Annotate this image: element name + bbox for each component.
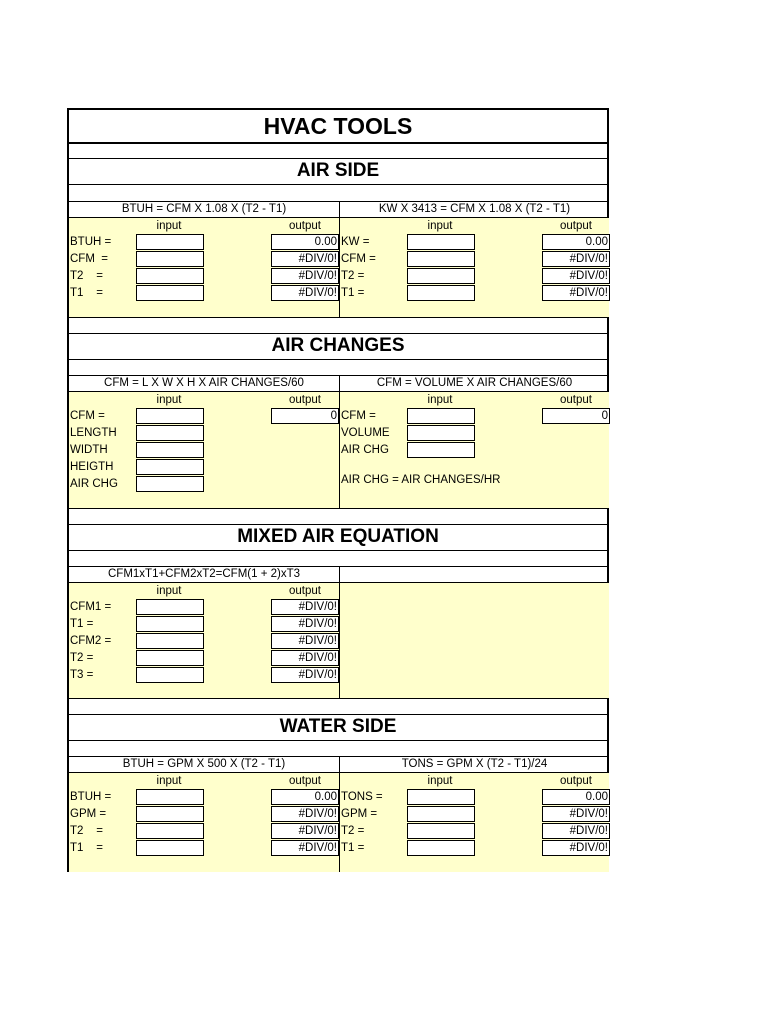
input-field[interactable] <box>136 650 204 666</box>
input-field[interactable] <box>136 840 204 856</box>
output-header: output <box>289 394 321 406</box>
input-field[interactable] <box>407 806 475 822</box>
input-field[interactable] <box>136 442 204 458</box>
output-value: #DIV/0! <box>271 633 339 649</box>
output-header: output <box>560 394 592 406</box>
row-label: T3 = <box>70 669 94 681</box>
row-label: VOLUME <box>341 427 390 439</box>
row-label: T1 = <box>70 618 94 630</box>
section-heading-water-side: WATER SIDE <box>279 716 397 737</box>
input-field[interactable] <box>136 633 204 649</box>
row-label: CFM2 = <box>70 635 112 647</box>
output-value: #DIV/0! <box>271 599 339 615</box>
output-value: 0.00 <box>542 234 610 250</box>
row-label: GPM = <box>70 808 107 820</box>
section-heading-mixed-air: MIXED AIR EQUATION <box>237 526 439 547</box>
output-value: #DIV/0! <box>271 268 339 284</box>
output-value: #DIV/0! <box>542 285 610 301</box>
input-field[interactable] <box>407 442 475 458</box>
divider <box>69 550 607 551</box>
divider <box>69 508 607 509</box>
row-label: KW = <box>341 236 370 248</box>
section-heading-air-side: AIR SIDE <box>296 160 380 181</box>
row-label: GPM = <box>341 808 378 820</box>
output-value: 0 <box>271 408 339 424</box>
input-field[interactable] <box>136 476 204 492</box>
air-side-right-equation: KW X 3413 = CFM X 1.08 X (T2 - T1) <box>378 203 571 215</box>
row-label: T2 = <box>70 270 103 282</box>
column-divider <box>339 756 340 872</box>
input-field[interactable] <box>407 789 475 805</box>
row-label: BTUH = <box>70 236 112 248</box>
row-label: AIR CHG <box>70 478 118 490</box>
row-label: CFM1 = <box>70 601 112 613</box>
output-value: 0.00 <box>271 234 339 250</box>
water-side-left-equation: BTUH = GPM X 500 X (T2 - T1) <box>122 758 286 770</box>
input-field[interactable] <box>136 234 204 250</box>
input-field[interactable] <box>407 234 475 250</box>
output-header: output <box>560 220 592 232</box>
row-label: T2 = <box>341 270 365 282</box>
input-field[interactable] <box>136 616 204 632</box>
input-field[interactable] <box>407 823 475 839</box>
output-value: #DIV/0! <box>542 840 610 856</box>
row-label: T2 = <box>70 825 103 837</box>
section-heading-air-changes: AIR CHANGES <box>271 335 405 356</box>
input-field[interactable] <box>136 823 204 839</box>
output-value: #DIV/0! <box>271 667 339 683</box>
output-value: #DIV/0! <box>271 616 339 632</box>
mixed-air-equation: CFM1xT1+CFM2xT2=CFM(1 + 2)xT3 <box>107 568 301 580</box>
input-header: input <box>427 394 453 406</box>
output-header: output <box>289 775 321 787</box>
output-value: #DIV/0! <box>271 251 339 267</box>
water-side-right-equation: TONS = GPM X (T2 - T1)/24 <box>401 758 548 770</box>
output-value: #DIV/0! <box>542 251 610 267</box>
input-header: input <box>156 585 182 597</box>
row-label: TONS = <box>341 791 383 803</box>
input-field[interactable] <box>407 840 475 856</box>
row-label: CFM = <box>70 253 109 265</box>
divider <box>69 359 607 360</box>
input-field[interactable] <box>136 789 204 805</box>
output-header: output <box>289 585 321 597</box>
row-label: T1 = <box>70 287 103 299</box>
output-header: output <box>560 775 592 787</box>
input-field[interactable] <box>136 806 204 822</box>
divider <box>69 142 607 144</box>
row-label: T1 = <box>341 287 365 299</box>
output-header: output <box>289 220 321 232</box>
row-label: WIDTH <box>70 444 108 456</box>
row-label: AIR CHG <box>341 444 389 456</box>
input-header: input <box>156 775 182 787</box>
input-field[interactable] <box>407 268 475 284</box>
row-label: T1 = <box>341 842 365 854</box>
page-title: HVAC TOOLS <box>263 113 413 139</box>
column-divider <box>339 201 340 317</box>
input-header: input <box>427 220 453 232</box>
input-field[interactable] <box>136 425 204 441</box>
input-field[interactable] <box>136 268 204 284</box>
output-value: #DIV/0! <box>271 285 339 301</box>
output-value: #DIV/0! <box>271 823 339 839</box>
output-value: 0.00 <box>542 789 610 805</box>
air-chg-note: AIR CHG = AIR CHANGES/HR <box>341 474 501 486</box>
output-value: #DIV/0! <box>271 840 339 856</box>
input-header: input <box>427 775 453 787</box>
output-value: 0.00 <box>271 789 339 805</box>
divider <box>69 184 607 185</box>
air-changes-left-equation: CFM = L X W X H X AIR CHANGES/60 <box>104 377 304 389</box>
output-value: #DIV/0! <box>271 650 339 666</box>
input-field[interactable] <box>136 285 204 301</box>
column-divider <box>339 375 340 508</box>
input-field[interactable] <box>136 251 204 267</box>
row-label: CFM = <box>70 410 105 422</box>
output-value: 0 <box>542 408 610 424</box>
input-field[interactable] <box>136 667 204 683</box>
row-label: T2 = <box>341 825 365 837</box>
input-field[interactable] <box>136 599 204 615</box>
row-label: CFM = <box>341 253 376 265</box>
air-side-left-equation: BTUH = CFM X 1.08 X (T2 - T1) <box>121 203 287 215</box>
input-field[interactable] <box>407 285 475 301</box>
output-value: #DIV/0! <box>542 823 610 839</box>
output-value: #DIV/0! <box>271 806 339 822</box>
input-field[interactable] <box>407 251 475 267</box>
output-value: #DIV/0! <box>542 268 610 284</box>
input-field[interactable] <box>136 408 204 424</box>
input-field[interactable] <box>407 408 475 424</box>
input-header: input <box>156 220 182 232</box>
row-label: T2 = <box>70 652 94 664</box>
row-label: BTUH = <box>70 791 112 803</box>
row-label: CFM = <box>341 410 376 422</box>
divider <box>69 698 607 699</box>
row-label: T1 = <box>70 842 103 854</box>
row-label: HEIGTH <box>70 461 114 473</box>
input-field[interactable] <box>407 425 475 441</box>
row-label: LENGTH <box>70 427 117 439</box>
air-changes-right-equation: CFM = VOLUME X AIR CHANGES/60 <box>376 377 573 389</box>
output-value: #DIV/0! <box>542 806 610 822</box>
hvac-tools-sheet <box>67 108 609 872</box>
input-header: input <box>156 394 182 406</box>
column-divider <box>339 566 340 698</box>
divider <box>69 740 607 741</box>
input-field[interactable] <box>136 459 204 475</box>
divider <box>69 317 607 318</box>
